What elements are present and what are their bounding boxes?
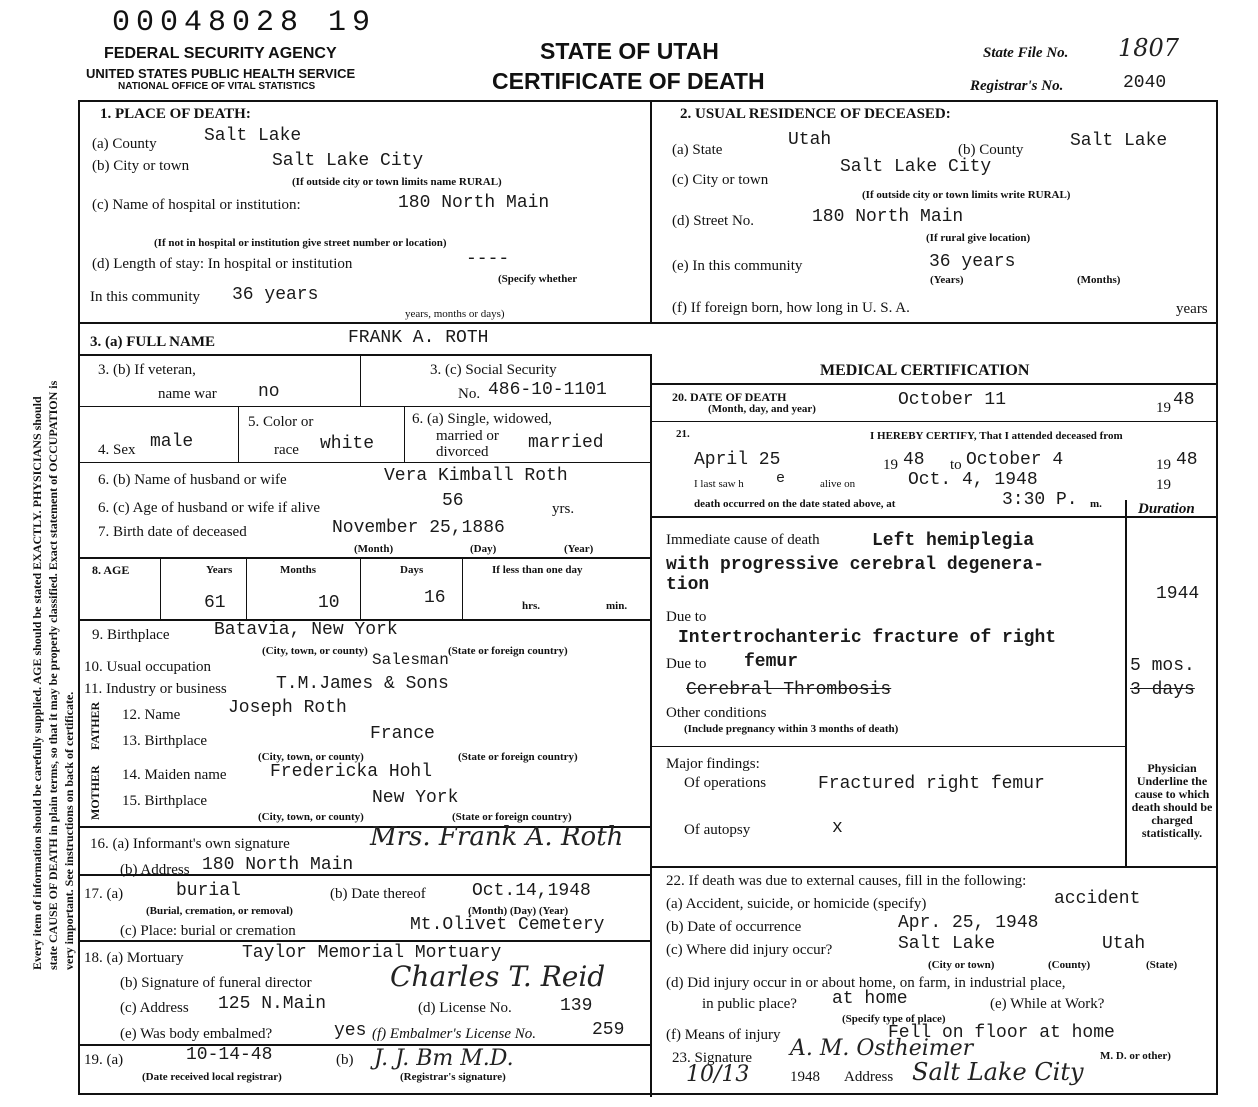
veteran-label-2: name war	[158, 386, 217, 402]
informant-sig-label: 16. (a) Informant's own signature	[90, 836, 290, 852]
birthdate-label: 7. Birth date of deceased	[98, 524, 247, 540]
mother-city-note: (City, town, or county)	[258, 811, 364, 823]
immediate-cause-value-1: Left hemiplegia	[872, 531, 1035, 551]
physician-signature: A. M. Ostheimer	[790, 1036, 974, 1061]
side-instructions-3: very important. See instructions on back of certificate.	[62, 691, 76, 970]
ssn-label-2: No.	[458, 386, 481, 402]
sex-row-line	[78, 462, 650, 463]
fullname-value: FRANK A. ROTH	[348, 328, 489, 348]
injury-city-value: Salt Lake	[898, 934, 996, 954]
age-min-label: min.	[606, 600, 628, 612]
center-divider-lower	[650, 354, 652, 1097]
director-label: (b) Signature of funeral director	[120, 975, 312, 991]
alive-year: 19	[1156, 477, 1171, 493]
state-file-value: 1807	[1118, 34, 1180, 62]
occupation-value: Salesman	[372, 651, 449, 669]
death-date-value: October 11	[898, 390, 1007, 410]
injury-place-note: (Specify type of place)	[842, 1013, 946, 1025]
age-label: 8. AGE	[92, 563, 130, 577]
cause-top-line	[650, 516, 1218, 518]
father-state-note: (State or foreign country)	[458, 751, 578, 763]
res-street-value: 180 North Main	[812, 207, 964, 227]
registrar-sig-note: (Registrar's signature)	[400, 1071, 506, 1083]
sex-label: 4. Sex	[98, 442, 136, 458]
marital-value: married	[528, 433, 604, 453]
fullname-label: 3. (a) FULL NAME	[90, 334, 215, 350]
medical-heading: MEDICAL CERTIFICATION	[820, 362, 1030, 379]
to-year-prefix: 19	[1156, 457, 1171, 473]
cert-number: 21.	[676, 428, 690, 440]
registrar-signature: J. J. Bm M.D.	[374, 1046, 514, 1071]
mother-birthplace-value: New York	[372, 788, 459, 808]
informant-signature: Mrs. Frank A. Roth	[370, 822, 624, 852]
frame-top	[78, 100, 1218, 102]
place-community-label: In this community	[90, 289, 200, 305]
place-heading: 1. PLACE OF DEATH:	[100, 106, 251, 122]
from-year-prefix: 19	[883, 457, 898, 473]
death-date-note: (Month, day, and year)	[708, 403, 816, 415]
veteran-divider	[360, 354, 361, 406]
marital-label-2: married or	[436, 428, 499, 444]
agency-name: FEDERAL SECURITY AGENCY	[104, 45, 337, 62]
color-divider	[404, 406, 405, 462]
physician-sig-label: 23. Signature	[672, 1050, 752, 1066]
age-hrs-label: hrs.	[522, 600, 541, 612]
means-label: (f) Means of injury	[666, 1027, 781, 1043]
alive-label: alive on	[820, 478, 856, 490]
immediate-cause-value-3: tion	[666, 575, 710, 595]
place-community-value: 36 years	[232, 285, 319, 305]
director-signature: Charles T. Reid	[390, 960, 606, 993]
father-birthplace-label: 13. Birthplace	[122, 733, 207, 749]
res-county-value: Salt Lake	[1070, 131, 1168, 151]
external-top-line	[650, 866, 1218, 868]
from-year-value: 48	[903, 450, 925, 470]
industry-value: T.M.James & Sons	[276, 674, 449, 694]
duration-label: Duration	[1138, 501, 1195, 517]
res-state-label: (a) State	[672, 142, 723, 158]
occupation-label: 10. Usual occupation	[84, 659, 212, 675]
license-value: 139	[560, 996, 593, 1016]
due-to-1-label: Due to	[666, 609, 707, 625]
death-time-m: m.	[1090, 498, 1102, 510]
burial-date-label: (b) Date thereof	[330, 886, 426, 902]
operations-label: Of operations	[684, 775, 767, 791]
autopsy-label: Of autopsy	[684, 822, 751, 838]
struck-cause: Cerebral Thrombosis	[686, 680, 892, 700]
age-years-value: 61	[204, 593, 226, 613]
last-saw-sex: e	[776, 470, 786, 487]
mortuary-label: 18. (a) Mortuary	[84, 950, 184, 966]
sex-value: male	[150, 432, 194, 452]
attended-from-value: April 25	[694, 450, 781, 470]
father-name-value: Joseph Roth	[228, 698, 347, 718]
frame-right	[1216, 100, 1218, 1095]
burial-place-label: (c) Place: burial or cremation	[120, 923, 296, 939]
mortuary-address-label: (c) Address	[120, 1000, 189, 1016]
registrar-number-value: 2040	[1123, 73, 1167, 93]
age-lessday-head: If less than one day	[492, 564, 583, 576]
occurrence-date-value: Apr. 25, 1948	[898, 913, 1039, 933]
place-county-value: Salt Lake	[204, 126, 302, 146]
father-name-label: 12. Name	[122, 707, 181, 723]
burial-place-value: Mt.Olivet Cemetery	[410, 915, 605, 935]
death-date-line	[650, 421, 1218, 422]
hospital-label: (c) Name of hospital or institution:	[92, 197, 301, 213]
struck-duration: 3 days	[1130, 680, 1195, 700]
office-name: NATIONAL OFFICE OF VITAL STATISTICS	[118, 81, 316, 92]
res-street-note: (If rural give location)	[926, 232, 1031, 244]
age-days-value: 16	[424, 588, 446, 608]
injury-place-label-2: in public place?	[702, 996, 797, 1012]
means-value: Fell on floor at home	[888, 1023, 1115, 1043]
injury-state-value: Utah	[1102, 934, 1146, 954]
place-county-label: (a) County	[92, 136, 157, 152]
due-to-1-value: Intertrochanteric fracture of right	[678, 628, 1057, 648]
mother-side-label: MOTHER	[88, 765, 102, 820]
age-divider-3	[360, 557, 361, 619]
physician-address-label: Address	[844, 1069, 894, 1085]
state-title: STATE OF UTAH	[540, 38, 719, 64]
ssn-value: 486-10-1101	[488, 380, 607, 400]
stay-label: (d) Length of stay: In hospital or institution	[92, 256, 353, 272]
death-time-value: 3:30 P.	[1002, 490, 1078, 510]
immediate-duration: 1944	[1156, 584, 1200, 604]
age-months-value: 10	[318, 593, 340, 613]
other-conditions-label: Other conditions	[666, 705, 767, 721]
death-date-label: 20. DATE OF DEATH	[672, 390, 787, 404]
place-city-note: (If outside city or town limits name RURAL)	[292, 176, 502, 188]
embalmed-value: yes	[334, 1021, 367, 1041]
registrar-top-line	[78, 1044, 650, 1046]
burial-label: 17. (a)	[84, 886, 124, 902]
ssn-label-1: 3. (c) Social Security	[430, 362, 557, 378]
birthplace-state-note: (State or foreign country)	[448, 645, 568, 657]
autopsy-value: x	[832, 818, 843, 838]
birthplace-value: Batavia, New York	[214, 620, 398, 640]
attended-to-value: October 4	[966, 450, 1064, 470]
age-divider-4	[462, 557, 463, 619]
row-divider-3	[78, 322, 1218, 324]
frame-bottom	[78, 1093, 1218, 1095]
accident-value: accident	[1054, 889, 1141, 909]
occurrence-date-label: (b) Date of occurrence	[666, 919, 802, 935]
state-file-label: State File No.	[983, 45, 1069, 61]
to-year-value: 48	[1176, 450, 1198, 470]
operations-value: Fractured right femur	[818, 774, 1045, 794]
registrar-b-label: (b)	[336, 1052, 354, 1068]
res-street-label: (d) Street No.	[672, 213, 755, 229]
center-divider	[650, 100, 652, 322]
res-community-value: 36 years	[929, 252, 1016, 272]
death-year-value: 48	[1173, 390, 1195, 410]
mortuary-value: Taylor Memorial Mortuary	[242, 943, 502, 963]
marital-label-3: divorced	[436, 444, 489, 460]
res-state-value: Utah	[788, 130, 832, 150]
registrar-date-value: 10-14-48	[186, 1045, 273, 1065]
stay-value: ----	[466, 249, 510, 269]
spouse-age-unit: yrs.	[552, 501, 575, 517]
registrar-a-label: 19. (a)	[84, 1052, 124, 1068]
place-city-value: Salt Lake City	[272, 151, 424, 171]
hospital-value: 180 North Main	[398, 193, 550, 213]
service-name: UNITED STATES PUBLIC HEALTH SERVICE	[86, 66, 356, 81]
medical-heading-line	[650, 383, 1218, 385]
burial-note: (Burial, cremation, or removal)	[146, 905, 293, 917]
age-divider-2	[246, 557, 247, 619]
certificate-title: CERTIFICATE OF DEATH	[492, 68, 765, 94]
color-label-1: 5. Color or	[248, 414, 314, 430]
embalmer-license-label: (f) Embalmer's License No.	[372, 1026, 537, 1042]
color-value: white	[320, 434, 375, 454]
res-county-label: (b) County	[958, 142, 1024, 158]
due-to-2-value: femur	[744, 652, 799, 672]
birthdate-month-label: (Month)	[354, 543, 394, 555]
due-to-2-duration: 5 mos.	[1130, 656, 1195, 676]
veteran-label-1: 3. (b) If veteran,	[98, 362, 196, 378]
injury-city-note: (City or town)	[928, 959, 995, 971]
physician-dated-year: 1948	[790, 1069, 820, 1085]
physician-md-label: M. D. or other)	[1100, 1050, 1171, 1062]
physician-address-value: Salt Lake City	[912, 1058, 1084, 1086]
hospital-note: (If not in hospital or institution give street number or location)	[154, 237, 447, 249]
age-days-head: Days	[400, 564, 424, 576]
mother-name-value: Fredericka Hohl	[270, 762, 433, 782]
file-number: 00048028 19	[112, 6, 377, 40]
registrar-date-note: (Date received local registrar)	[142, 1071, 282, 1083]
father-side-label: FATHER	[88, 701, 102, 750]
stay-note: (Specify whether	[498, 273, 578, 285]
birthdate-value: November 25,1886	[332, 518, 505, 538]
father-city-note: (City, town, or county)	[258, 751, 364, 763]
place-community-note: years, months or days)	[405, 308, 505, 320]
physician-note: Physician Underline the cause to which death should be charged statistically.	[1131, 761, 1213, 840]
death-year-prefix: 19	[1156, 400, 1171, 416]
duration-divider	[1125, 500, 1127, 866]
res-months-label: (Months)	[1077, 274, 1121, 286]
spouse-age-value: 56	[442, 491, 464, 511]
spouse-age-label: 6. (c) Age of husband or wife if alive	[98, 500, 321, 516]
due-to-2-label: Due to	[666, 656, 707, 672]
cert-text: I HEREBY CERTIFY, That I attended deceased from	[870, 430, 1123, 442]
frame-left	[78, 100, 80, 1095]
burial-date-note: (Month) (Day) (Year)	[468, 905, 569, 917]
spouse-label: 6. (b) Name of husband or wife	[98, 472, 287, 488]
informant-address-value: 180 North Main	[202, 855, 354, 875]
mother-birthplace-label: 15. Birthplace	[122, 793, 207, 809]
side-instructions-1: Every item of information should be carefully supplied. AGE should be stated EXACTLY. PHYSICIANS should	[30, 396, 44, 970]
last-saw-label: I last saw h	[694, 478, 744, 490]
injury-county-note: (County)	[1048, 959, 1091, 971]
burial-date-value: Oct.14,1948	[472, 881, 591, 901]
other-cond-line	[650, 746, 1125, 747]
injury-place-value: at home	[832, 989, 908, 1009]
res-city-value: Salt Lake City	[840, 157, 992, 177]
age-years-head: Years	[206, 564, 233, 576]
license-label: (d) License No.	[418, 1000, 512, 1016]
external-heading: 22. If death was due to external causes, fill in the following:	[666, 873, 1027, 889]
res-city-note: (If outside city or town limits write RURAL)	[862, 189, 1071, 201]
sex-divider	[238, 406, 239, 462]
registrar-number-label: Registrar's No.	[970, 78, 1064, 94]
age-divider-1	[160, 557, 161, 619]
embalmer-license-value: 259	[592, 1020, 625, 1040]
mother-state-note: (State or foreign country)	[452, 811, 572, 823]
embalmed-label: (e) Was body embalmed?	[120, 1026, 273, 1042]
row-divider-3b	[78, 354, 652, 356]
spouse-value: Vera Kimball Roth	[384, 466, 568, 486]
injury-place-label-1: (d) Did injury occur in or about home, on farm, in industrial place,	[666, 975, 1066, 991]
father-birthplace-value: France	[370, 724, 435, 744]
immediate-cause-value-2: with progressive cerebral degenera-	[666, 555, 1045, 575]
mortuary-top-line	[78, 940, 650, 942]
burial-value: burial	[176, 881, 241, 901]
major-findings-label: Major findings:	[666, 756, 760, 772]
birthplace-label: 9. Birthplace	[92, 627, 170, 643]
alive-value: Oct. 4, 1948	[908, 470, 1038, 490]
industry-label: 11. Industry or business	[84, 681, 227, 697]
injury-state-note: (State)	[1146, 959, 1178, 971]
res-city-label: (c) City or town	[672, 172, 769, 188]
age-months-head: Months	[280, 564, 317, 576]
color-label-2: race	[274, 442, 299, 458]
res-years-label: (Years)	[930, 274, 964, 286]
side-instructions-2: state CAUSE OF DEATH in plain terms, so that it may be properly classified. Exact statement of OCCUPATION is	[46, 380, 60, 970]
mortuary-address-value: 125 N.Main	[218, 994, 327, 1014]
death-occurred-label: death occurred on the date stated above, at	[694, 498, 896, 510]
residence-heading: 2. USUAL RESIDENCE OF DECEASED:	[680, 106, 951, 122]
to-label: to	[950, 457, 962, 473]
res-community-label: (e) In this community	[672, 258, 803, 274]
birthplace-city-note: (City, town, or county)	[262, 645, 368, 657]
marital-label-1: 6. (a) Single, widowed,	[412, 411, 552, 427]
physician-dated-value: 10/13	[686, 1062, 750, 1087]
veteran-value: no	[258, 382, 280, 402]
place-city-label: (b) City or town	[92, 158, 190, 174]
age-top-line	[78, 557, 650, 559]
birthdate-year-label: (Year)	[564, 543, 594, 555]
res-foreign-label: (f) If foreign born, how long in U. S. A.	[672, 300, 910, 316]
birthdate-day-label: (Day)	[470, 543, 497, 555]
accident-label: (a) Accident, suicide, or homicide (specify)	[666, 896, 927, 912]
mother-name-label: 14. Maiden name	[122, 767, 227, 783]
veteran-row-line	[78, 406, 650, 407]
other-conditions-note: (Include pregnancy within 3 months of death)	[684, 723, 899, 735]
res-foreign-years: years	[1176, 301, 1208, 317]
informant-address-label: (b) Address	[120, 862, 190, 878]
while-at-work-label: (e) While at Work?	[990, 996, 1105, 1012]
injury-where-label: (c) Where did injury occur?	[666, 942, 833, 958]
immediate-cause-label: Immediate cause of death	[666, 532, 820, 548]
